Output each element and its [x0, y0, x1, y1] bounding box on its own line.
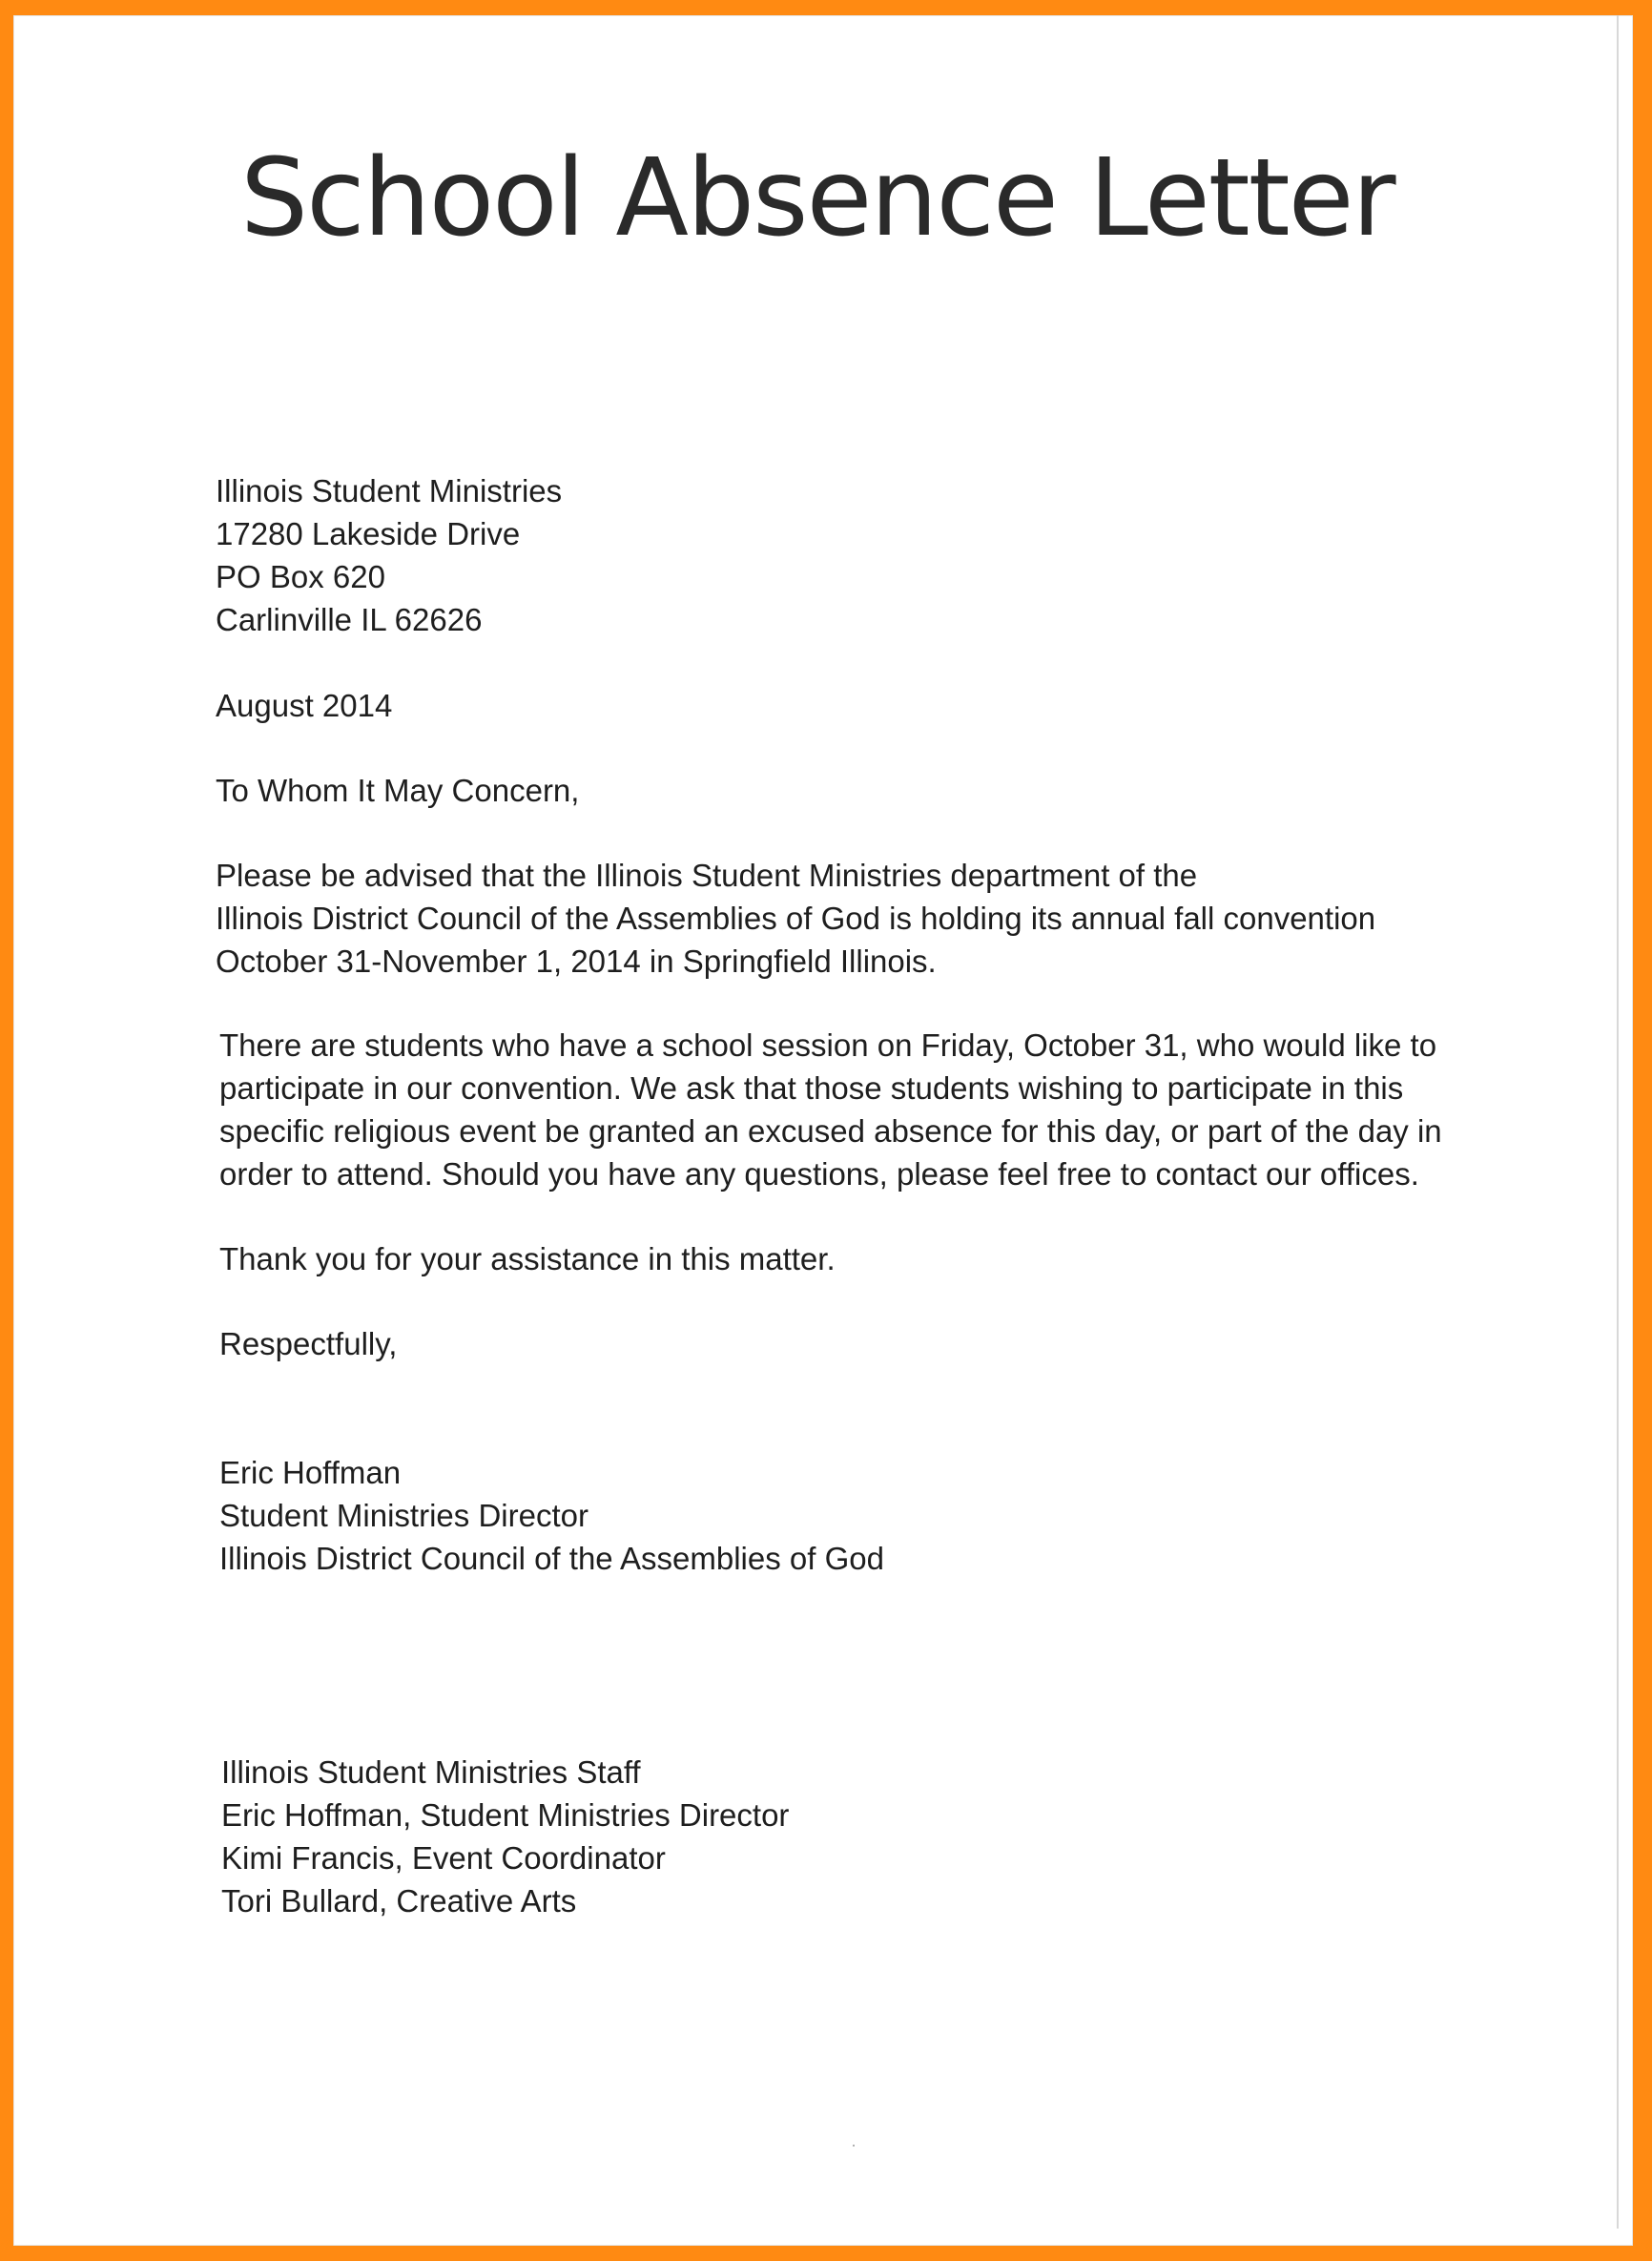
paragraph-2-line: order to attend. Should you have any questions, please feel free to contact our offices. [219, 1156, 1419, 1192]
signature-title: Student Ministries Director [219, 1498, 589, 1533]
salutation [216, 769, 579, 812]
staff-member: Kimi Francis, Event Coordinator [221, 1840, 666, 1876]
staff-heading: Illinois Student Ministries Staff [221, 1754, 641, 1790]
staff-list [221, 1751, 789, 1922]
paragraph-1-line: Please be advised that the Illinois Student Ministries department of the [216, 858, 1198, 893]
paragraph-2 [219, 1024, 1442, 1195]
paragraph-2-line: specific religious event be granted an excused absence for this day, or part of the day in [219, 1113, 1442, 1149]
sender-city: Carlinville IL 62626 [216, 602, 483, 637]
letter-title: School Absence Letter [240, 136, 1394, 260]
staff-member: Eric Hoffman, Student Ministries Director [221, 1797, 790, 1833]
signature-org: Illinois District Council of the Assemblies of God [219, 1541, 884, 1576]
paragraph-2-line: participate in our convention. We ask that those students wishing to participate in this [219, 1070, 1404, 1106]
thanks-text: Thank you for your assistance in this matter. [219, 1241, 836, 1276]
sender-po-box: PO Box 620 [216, 559, 385, 594]
date-text: August 2014 [216, 688, 393, 723]
signature-name: Eric Hoffman [219, 1455, 402, 1490]
closing [219, 1322, 397, 1365]
salutation-text: To Whom It May Concern, [216, 773, 580, 808]
signature-block [219, 1451, 884, 1580]
letter-date [216, 684, 392, 727]
scan-speck [853, 2145, 855, 2147]
sender-street: 17280 Lakeside Drive [216, 516, 521, 551]
staff-member: Tori Bullard, Creative Arts [221, 1883, 577, 1919]
paragraph-1-line: October 31-November 1, 2014 in Springfield Illinois. [216, 944, 937, 979]
sender-address [216, 469, 562, 641]
closing-text: Respectfully, [219, 1326, 398, 1361]
sender-org: Illinois Student Ministries [216, 473, 563, 508]
paragraph-1-line: Illinois District Council of the Assemblies of God is holding its annual fall convention [216, 901, 1376, 936]
page-edge [1617, 15, 1619, 2229]
thanks-line [219, 1237, 836, 1280]
paragraph-2-line: There are students who have a school session on Friday, October 31, who would like to [219, 1027, 1437, 1063]
paragraph-1 [216, 854, 1375, 983]
